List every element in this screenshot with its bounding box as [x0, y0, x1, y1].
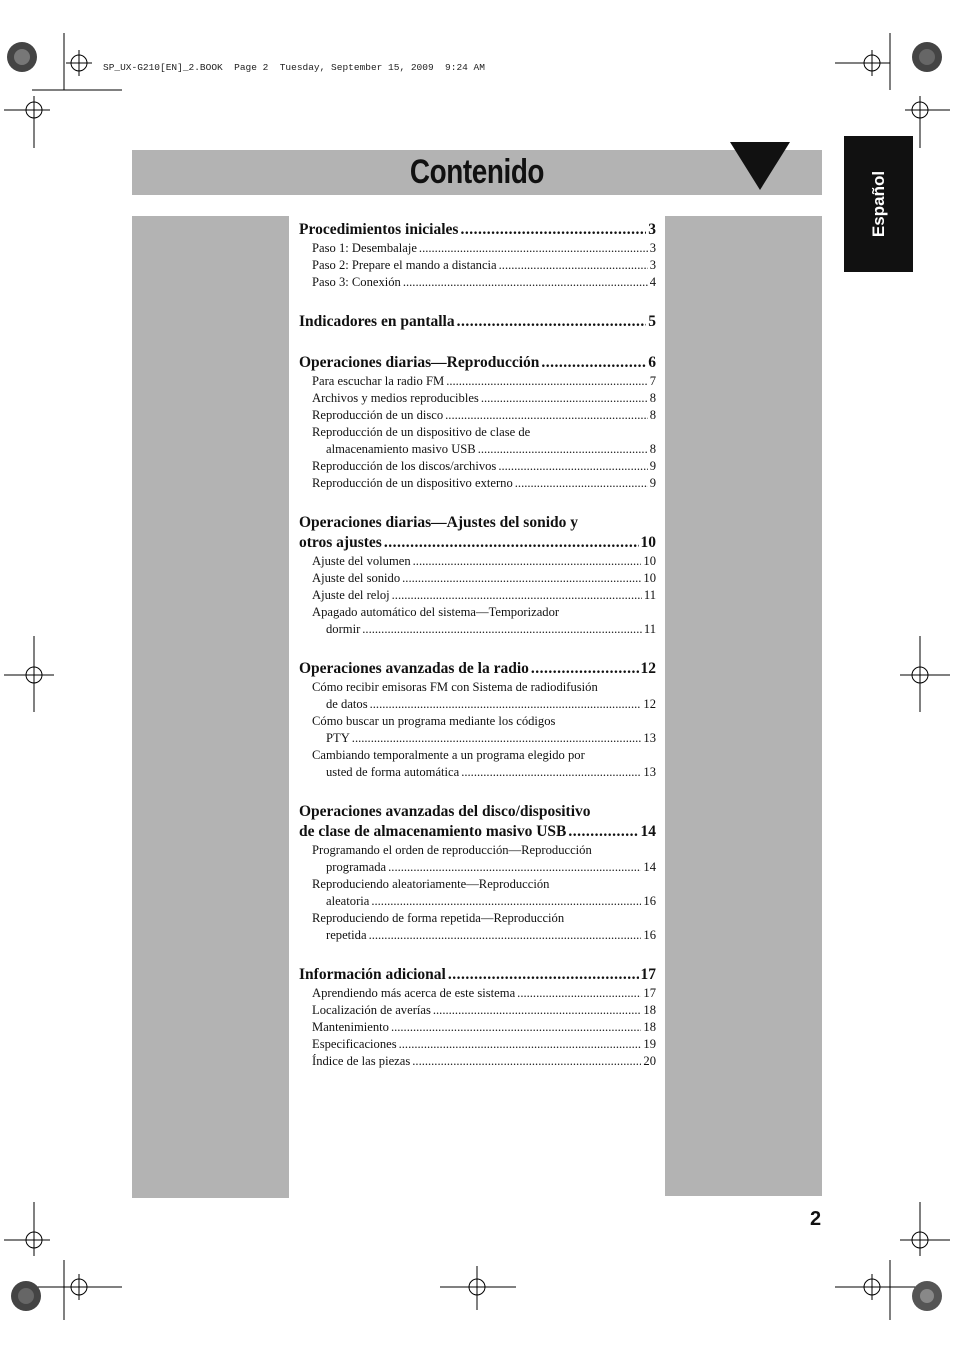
toc-section: [299, 312, 656, 332]
toc-page-number: 6: [648, 354, 656, 371]
dot-leader: [362, 621, 642, 638]
toc-item-line: programada: [326, 860, 387, 874]
toc-item-row: [312, 859, 656, 876]
dot-leader: [384, 533, 639, 553]
toc-item-row: [312, 475, 656, 492]
toc-item[interactable]: [299, 274, 656, 291]
toc-section-title[interactable]: [299, 513, 656, 553]
toc-section: [299, 802, 656, 944]
dot-leader: [433, 1002, 642, 1019]
dot-leader: [352, 730, 642, 747]
toc-page-number: 19: [643, 1037, 656, 1051]
file-header-line: SP_UX-G210[EN]_2.BOOK Page 2 Tuesday, September 15, 2009 9:24 AM: [103, 62, 485, 73]
toc-section-title-line: de clase de almacenamiento masivo USB: [299, 823, 567, 840]
toc-item[interactable]: [299, 1036, 656, 1053]
dot-leader: [419, 240, 648, 257]
dot-leader: [568, 822, 638, 842]
toc-page-number: 14: [643, 860, 656, 874]
dot-leader: [515, 475, 648, 492]
toc-section-title[interactable]: [299, 802, 656, 842]
toc-section: [299, 220, 656, 291]
toc-item[interactable]: [299, 910, 656, 944]
toc-section-title-line: otros ajustes: [299, 534, 382, 551]
toc-page-number: 5: [648, 313, 656, 330]
toc-item-row: [312, 985, 656, 1002]
toc-item-row: [312, 696, 656, 713]
toc-item-line: Cambiando temporalmente a un programa elegido por: [312, 748, 585, 762]
toc-item[interactable]: [299, 257, 656, 274]
toc-item[interactable]: [299, 985, 656, 1002]
toc-page-number: 13: [643, 765, 656, 779]
page-number: 2: [810, 1208, 822, 1230]
dot-leader: [391, 1019, 641, 1036]
toc-page-number: 10: [643, 571, 656, 585]
toc-item[interactable]: [299, 424, 656, 458]
toc-item-row: [312, 927, 656, 944]
toc-item-line: Reproducción de un disco: [312, 408, 444, 422]
toc-page-number: 18: [643, 1003, 656, 1017]
toc-item-row: [312, 458, 656, 475]
toc-section-title-line: Información adicional: [299, 966, 446, 983]
dot-leader: [531, 659, 639, 679]
dot-leader: [392, 587, 642, 604]
title-triangle-icon: [730, 142, 790, 192]
toc-page-number: 16: [643, 928, 656, 942]
dot-leader: [460, 220, 646, 240]
toc-section-title[interactable]: [299, 353, 656, 373]
toc-item-row: [312, 1002, 656, 1019]
toc-item-row: [312, 407, 656, 424]
dot-leader: [446, 373, 648, 390]
toc-page-number: 11: [643, 588, 656, 602]
dot-leader: [448, 965, 639, 985]
toc-item[interactable]: [299, 475, 656, 492]
dot-leader: [541, 353, 646, 373]
toc-item-line: almacenamiento masivo USB: [326, 442, 476, 456]
toc-page-number: 20: [643, 1054, 656, 1068]
dot-leader: [461, 764, 641, 781]
toc-item[interactable]: [299, 458, 656, 475]
toc-item[interactable]: [299, 407, 656, 424]
language-tab: [844, 136, 913, 272]
toc-item-row: [312, 893, 656, 910]
toc-item[interactable]: [299, 1019, 656, 1036]
toc-section-title-row: [299, 965, 656, 985]
toc-item-row: [312, 587, 656, 604]
toc-section-title[interactable]: [299, 220, 656, 240]
dot-leader: [388, 859, 641, 876]
dot-leader: [478, 441, 648, 458]
toc-item-row: [312, 240, 656, 257]
toc-item-line: Paso 3: Conexión: [312, 275, 401, 289]
toc-section-title-row: [299, 659, 656, 679]
toc-item[interactable]: [299, 390, 656, 407]
toc-item-row: [312, 257, 656, 274]
toc-item-line: Reproduciendo aleatoriamente—Reproducción: [312, 877, 550, 891]
toc-page-number: 13: [643, 731, 656, 745]
toc-item-line: Reproducción de un dispositivo externo: [312, 476, 513, 490]
toc-page-number: 7: [649, 374, 656, 388]
toc-item-row: [312, 570, 656, 587]
title-band: [132, 150, 822, 195]
dot-leader: [370, 696, 642, 713]
toc-page-number: 16: [643, 894, 656, 908]
toc-item[interactable]: [299, 553, 656, 570]
right-margin-panel: [665, 216, 822, 1196]
toc-item-line: PTY: [326, 731, 350, 745]
toc-page-number: 12: [643, 697, 656, 711]
toc-page-number: 9: [649, 476, 656, 490]
toc-item-line: Índice de las piezas: [312, 1054, 411, 1068]
toc-item[interactable]: [299, 587, 656, 604]
toc-page-number: 4: [649, 275, 656, 289]
left-margin-panel: [132, 216, 289, 1198]
toc-item[interactable]: [299, 604, 656, 638]
toc-page-number: 8: [649, 442, 656, 456]
toc-section-title-row: [299, 533, 656, 553]
toc-page-number: 17: [643, 986, 656, 1000]
toc-item-row: [312, 373, 656, 390]
toc-item[interactable]: [299, 1053, 656, 1070]
page-title: Contenido: [409, 153, 545, 191]
toc-page-number: 18: [643, 1020, 656, 1034]
toc-page-number: 8: [649, 391, 656, 405]
toc-section-title[interactable]: [299, 659, 656, 679]
language-tab-label: Español: [868, 170, 888, 238]
toc-page-number: 12: [640, 660, 656, 677]
toc-section-title[interactable]: [299, 965, 656, 985]
toc-item-line: Para escuchar la radio FM: [312, 374, 445, 388]
toc-item-line: Cómo buscar un programa mediante los códigos: [312, 714, 556, 728]
toc-item[interactable]: [299, 570, 656, 587]
toc-page-number: 17: [640, 966, 656, 983]
toc-section: [299, 353, 656, 492]
toc-section-title-row: [299, 353, 656, 373]
toc-item-line: Paso 2: Prepare el mando a distancia: [312, 258, 497, 272]
toc-item-row: [312, 1053, 656, 1070]
toc-section-title-line: Operaciones diarias—Reproducción: [299, 354, 540, 371]
dot-leader: [412, 1053, 641, 1070]
dot-leader: [413, 553, 642, 570]
toc-section-title-line: Operaciones avanzadas del disco/dispositivo: [299, 803, 591, 820]
toc-item-line: Localización de averías: [312, 1003, 431, 1017]
toc-page-number: 9: [649, 459, 656, 473]
toc-item-row: [312, 730, 656, 747]
toc-item-line: Reproducción de un dispositivo de clase de: [312, 425, 531, 439]
toc-item-row: [312, 390, 656, 407]
toc-page-number: 3: [648, 221, 656, 238]
toc-item-row: [312, 1019, 656, 1036]
toc-item[interactable]: [299, 747, 656, 781]
toc-page-number: 14: [640, 823, 656, 840]
toc-item-row: [312, 1036, 656, 1053]
toc-section-title-line: Operaciones diarias—Ajustes del sonido y: [299, 514, 579, 531]
toc-section: [299, 659, 656, 781]
toc-item-line: Programando el orden de reproducción—Reproducción: [312, 843, 592, 857]
dot-leader: [499, 257, 648, 274]
dot-leader: [481, 390, 648, 407]
dot-leader: [457, 312, 647, 332]
toc-page-number: 10: [643, 554, 656, 568]
toc-item[interactable]: [299, 240, 656, 257]
toc-item-line: Reproduciendo de forma repetida—Reproducción: [312, 911, 565, 925]
toc-item-line: dormir: [326, 622, 361, 636]
toc-item-row: [312, 621, 656, 638]
toc-item-row: [312, 764, 656, 781]
toc-section-title-line: Indicadores en pantalla: [299, 313, 455, 330]
toc-page-number: 10: [640, 534, 656, 551]
toc-item-line: de datos: [326, 697, 368, 711]
dot-leader: [498, 458, 647, 475]
dot-leader: [371, 893, 641, 910]
toc-item-line: Archivos y medios reproducibles: [312, 391, 479, 405]
toc-item-line: Ajuste del volumen: [312, 554, 411, 568]
dot-leader: [402, 570, 641, 587]
toc-item-line: Cómo recibir emisoras FM con Sistema de radiodifusión: [312, 680, 598, 694]
toc-item[interactable]: [299, 373, 656, 390]
toc-item[interactable]: [299, 876, 656, 910]
toc-item-line: Especificaciones: [312, 1037, 397, 1051]
toc-page-number: 11: [643, 622, 656, 636]
toc-page-number: 3: [649, 258, 656, 272]
toc-section-title-row: [299, 220, 656, 240]
toc-item-line: Ajuste del sonido: [312, 571, 401, 585]
dot-leader: [399, 1036, 642, 1053]
toc-section-title-line: Operaciones avanzadas de la radio: [299, 660, 529, 677]
toc-item-line: Ajuste del reloj: [312, 588, 390, 602]
toc-item-row: [312, 441, 656, 458]
toc-page-number: 3: [649, 241, 656, 255]
toc-item-line: Apagado automático del sistema—Temporizador: [312, 605, 560, 619]
toc-item-line: Aprendiendo más acerca de este sistema: [312, 986, 516, 1000]
toc-item-line: Paso 1: Desembalaje: [312, 241, 417, 255]
toc-item[interactable]: [299, 842, 656, 876]
dot-leader: [445, 407, 648, 424]
dot-leader: [517, 985, 641, 1002]
toc-section-title-row: [299, 822, 656, 842]
toc-item[interactable]: [299, 713, 656, 747]
toc-section-title-line: Procedimientos iniciales: [299, 221, 459, 238]
toc-item-line: Mantenimiento: [312, 1020, 389, 1034]
toc-page-number: 8: [649, 408, 656, 422]
toc-item[interactable]: [299, 1002, 656, 1019]
toc-item-line: usted de forma automática: [326, 765, 460, 779]
toc-item-line: aleatoria: [326, 894, 370, 908]
toc-item[interactable]: [299, 679, 656, 713]
table-of-contents: [299, 220, 656, 1091]
toc-item-row: [312, 553, 656, 570]
toc-section-title[interactable]: [299, 312, 656, 332]
toc-section: [299, 513, 656, 638]
toc-item-line: Reproducción de los discos/archivos: [312, 459, 497, 473]
toc-item-row: [312, 274, 656, 291]
toc-item-line: repetida: [326, 928, 367, 942]
dot-leader: [403, 274, 648, 291]
toc-section: [299, 965, 656, 1070]
dot-leader: [369, 927, 642, 944]
toc-section-title-row: [299, 312, 656, 332]
